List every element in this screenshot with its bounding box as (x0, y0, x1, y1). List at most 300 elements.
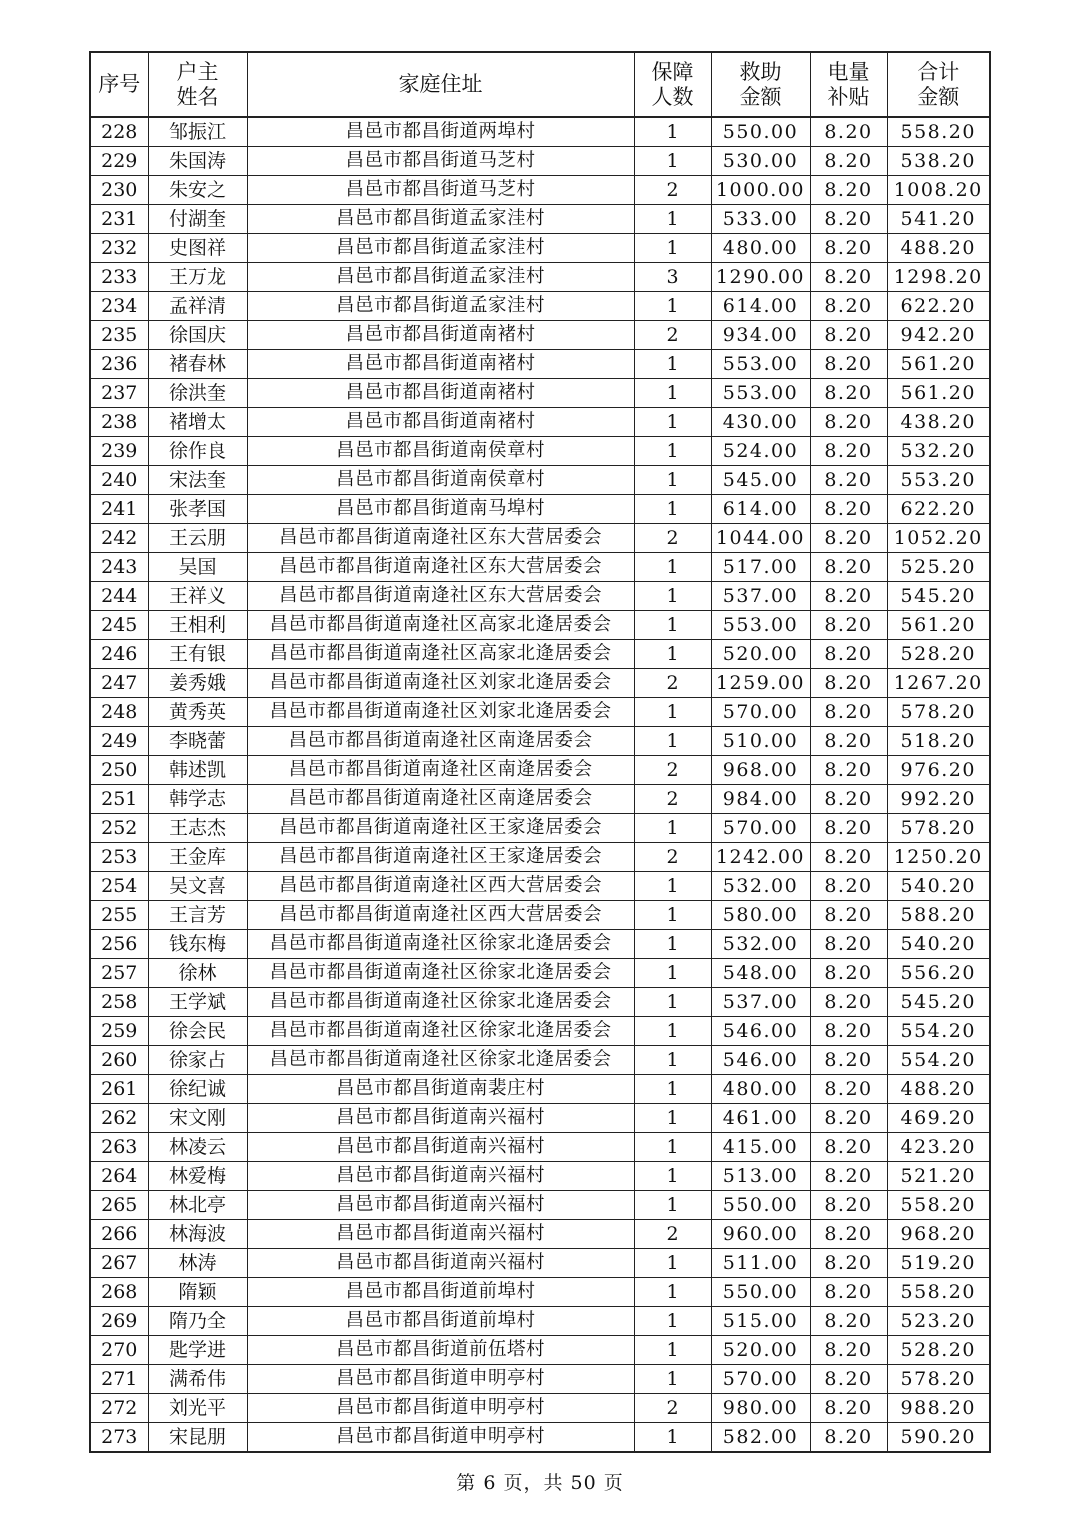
cell-seq: 273 (90, 1423, 148, 1453)
cell-name: 林爱梅 (148, 1162, 247, 1191)
cell-name: 史图祥 (148, 234, 247, 263)
header-power: 电量 补贴 (810, 52, 887, 117)
table-row (90, 176, 990, 205)
cell-name: 王祥义 (148, 582, 247, 611)
table-row (90, 234, 990, 263)
cell-power: 8.20 (810, 321, 887, 350)
cell-power: 8.20 (810, 495, 887, 524)
cell-people: 1 (634, 1423, 711, 1453)
cell-people: 1 (634, 205, 711, 234)
cell-seq: 230 (90, 176, 148, 205)
cell-aid: 614.00 (711, 495, 810, 524)
cell-name: 朱安之 (148, 176, 247, 205)
cell-name: 宋昆朋 (148, 1423, 247, 1453)
cell-total: 968.20 (887, 1220, 990, 1249)
table-row (90, 1017, 990, 1046)
cell-aid: 517.00 (711, 553, 810, 582)
cell-total: 988.20 (887, 1394, 990, 1423)
cell-address: 昌邑市都昌街道南逄社区高家北逄居委会 (247, 611, 634, 640)
cell-name: 林涛 (148, 1249, 247, 1278)
cell-seq: 251 (90, 785, 148, 814)
cell-total: 622.20 (887, 495, 990, 524)
cell-people: 1 (634, 553, 711, 582)
cell-aid: 570.00 (711, 698, 810, 727)
table-row (90, 930, 990, 959)
cell-total: 578.20 (887, 814, 990, 843)
cell-name: 吴国 (148, 553, 247, 582)
cell-power: 8.20 (810, 234, 887, 263)
cell-address: 昌邑市都昌街道前埠村 (247, 1307, 634, 1336)
cell-seq: 250 (90, 756, 148, 785)
cell-address: 昌邑市都昌街道南逄社区西大营居委会 (247, 872, 634, 901)
cell-seq: 237 (90, 379, 148, 408)
table-row (90, 959, 990, 988)
table-row (90, 117, 990, 147)
cell-total: 976.20 (887, 756, 990, 785)
cell-people: 1 (634, 698, 711, 727)
cell-name: 王学斌 (148, 988, 247, 1017)
cell-seq: 266 (90, 1220, 148, 1249)
cell-aid: 934.00 (711, 321, 810, 350)
cell-address: 昌邑市都昌街道南兴福村 (247, 1133, 634, 1162)
cell-address: 昌邑市都昌街道南逄社区刘家北逄居委会 (247, 698, 634, 727)
cell-people: 1 (634, 350, 711, 379)
cell-total: 523.20 (887, 1307, 990, 1336)
cell-seq: 246 (90, 640, 148, 669)
cell-power: 8.20 (810, 727, 887, 756)
cell-aid: 1000.00 (711, 176, 810, 205)
cell-aid: 570.00 (711, 814, 810, 843)
cell-aid: 553.00 (711, 350, 810, 379)
cell-people: 1 (634, 1046, 711, 1075)
cell-seq: 257 (90, 959, 148, 988)
cell-total: 540.20 (887, 872, 990, 901)
cell-aid: 480.00 (711, 234, 810, 263)
table-row (90, 872, 990, 901)
cell-address: 昌邑市都昌街道南逄社区南逄居委会 (247, 727, 634, 756)
cell-address: 昌邑市都昌街道孟家洼村 (247, 263, 634, 292)
cell-total: 488.20 (887, 1075, 990, 1104)
cell-seq: 232 (90, 234, 148, 263)
cell-address: 昌邑市都昌街道南马埠村 (247, 495, 634, 524)
cell-name: 徐作良 (148, 437, 247, 466)
cell-aid: 1242.00 (711, 843, 810, 872)
cell-name: 宋文刚 (148, 1104, 247, 1133)
table-row (90, 1075, 990, 1104)
cell-people: 1 (634, 814, 711, 843)
cell-power: 8.20 (810, 1162, 887, 1191)
cell-name: 邹振江 (148, 117, 247, 147)
cell-address: 昌邑市都昌街道申明亭村 (247, 1423, 634, 1453)
cell-name: 匙学进 (148, 1336, 247, 1365)
cell-address: 昌邑市都昌街道孟家洼村 (247, 292, 634, 321)
cell-seq: 236 (90, 350, 148, 379)
cell-power: 8.20 (810, 814, 887, 843)
cell-seq: 247 (90, 669, 148, 698)
cell-name: 徐纪诚 (148, 1075, 247, 1104)
cell-name: 林北亭 (148, 1191, 247, 1220)
cell-people: 1 (634, 988, 711, 1017)
cell-address: 昌邑市都昌街道南逄社区徐家北逄居委会 (247, 930, 634, 959)
cell-total: 528.20 (887, 1336, 990, 1365)
cell-seq: 253 (90, 843, 148, 872)
cell-power: 8.20 (810, 1394, 887, 1423)
header-people: 保障 人数 (634, 52, 711, 117)
cell-power: 8.20 (810, 930, 887, 959)
cell-power: 8.20 (810, 901, 887, 930)
cell-total: 541.20 (887, 205, 990, 234)
cell-people: 2 (634, 524, 711, 553)
cell-people: 2 (634, 785, 711, 814)
header-address: 家庭住址 (247, 52, 634, 117)
cell-seq: 238 (90, 408, 148, 437)
relief-table (89, 51, 991, 1453)
cell-people: 2 (634, 1220, 711, 1249)
table-row (90, 988, 990, 1017)
cell-name: 刘光平 (148, 1394, 247, 1423)
cell-aid: 532.00 (711, 872, 810, 901)
cell-people: 1 (634, 930, 711, 959)
table-row (90, 379, 990, 408)
cell-seq: 264 (90, 1162, 148, 1191)
cell-total: 558.20 (887, 117, 990, 147)
cell-name: 张孝国 (148, 495, 247, 524)
cell-people: 1 (634, 1249, 711, 1278)
cell-power: 8.20 (810, 524, 887, 553)
cell-seq: 255 (90, 901, 148, 930)
cell-seq: 265 (90, 1191, 148, 1220)
table-row (90, 466, 990, 495)
cell-name: 付湖奎 (148, 205, 247, 234)
cell-address: 昌邑市都昌街道南兴福村 (247, 1191, 634, 1220)
table-row (90, 292, 990, 321)
table-row (90, 205, 990, 234)
cell-power: 8.20 (810, 843, 887, 872)
table-row (90, 1423, 990, 1453)
cell-people: 2 (634, 756, 711, 785)
cell-people: 2 (634, 176, 711, 205)
cell-power: 8.20 (810, 698, 887, 727)
cell-people: 2 (634, 843, 711, 872)
cell-aid: 550.00 (711, 117, 810, 147)
cell-total: 540.20 (887, 930, 990, 959)
cell-total: 561.20 (887, 379, 990, 408)
cell-total: 554.20 (887, 1046, 990, 1075)
cell-seq: 258 (90, 988, 148, 1017)
cell-power: 8.20 (810, 553, 887, 582)
cell-address: 昌邑市都昌街道南逄社区徐家北逄居委会 (247, 1046, 634, 1075)
cell-name: 林凌云 (148, 1133, 247, 1162)
cell-total: 622.20 (887, 292, 990, 321)
cell-address: 昌邑市都昌街道前埠村 (247, 1278, 634, 1307)
cell-address: 昌邑市都昌街道南裴庄村 (247, 1075, 634, 1104)
cell-power: 8.20 (810, 176, 887, 205)
cell-aid: 553.00 (711, 379, 810, 408)
cell-aid: 537.00 (711, 582, 810, 611)
cell-power: 8.20 (810, 263, 887, 292)
cell-total: 545.20 (887, 582, 990, 611)
table-row (90, 1104, 990, 1133)
cell-seq: 231 (90, 205, 148, 234)
cell-power: 8.20 (810, 1104, 887, 1133)
cell-name: 徐国庆 (148, 321, 247, 350)
cell-seq: 259 (90, 1017, 148, 1046)
cell-aid: 570.00 (711, 1365, 810, 1394)
cell-aid: 532.00 (711, 930, 810, 959)
cell-people: 1 (634, 1336, 711, 1365)
cell-aid: 480.00 (711, 1075, 810, 1104)
cell-people: 1 (634, 292, 711, 321)
cell-people: 1 (634, 959, 711, 988)
table-row (90, 1307, 990, 1336)
table-row (90, 1191, 990, 1220)
cell-total: 525.20 (887, 553, 990, 582)
cell-total: 488.20 (887, 234, 990, 263)
table-row (90, 785, 990, 814)
cell-total: 469.20 (887, 1104, 990, 1133)
cell-total: 588.20 (887, 901, 990, 930)
cell-people: 1 (634, 872, 711, 901)
cell-power: 8.20 (810, 959, 887, 988)
cell-name: 姜秀娥 (148, 669, 247, 698)
cell-power: 8.20 (810, 756, 887, 785)
cell-seq: 261 (90, 1075, 148, 1104)
cell-seq: 234 (90, 292, 148, 321)
cell-seq: 233 (90, 263, 148, 292)
cell-seq: 263 (90, 1133, 148, 1162)
table-row (90, 263, 990, 292)
cell-power: 8.20 (810, 147, 887, 176)
cell-seq: 271 (90, 1365, 148, 1394)
cell-seq: 252 (90, 814, 148, 843)
cell-power: 8.20 (810, 437, 887, 466)
cell-address: 昌邑市都昌街道南侯章村 (247, 466, 634, 495)
table-row (90, 756, 990, 785)
table-row (90, 1162, 990, 1191)
cell-name: 褚增太 (148, 408, 247, 437)
cell-name: 满希伟 (148, 1365, 247, 1394)
cell-name: 王言芳 (148, 901, 247, 930)
cell-aid: 511.00 (711, 1249, 810, 1278)
cell-name: 徐林 (148, 959, 247, 988)
table-row (90, 1336, 990, 1365)
cell-name: 李晓蕾 (148, 727, 247, 756)
cell-address: 昌邑市都昌街道南逄社区东大营居委会 (247, 524, 634, 553)
cell-people: 2 (634, 669, 711, 698)
cell-people: 1 (634, 495, 711, 524)
table-row (90, 1133, 990, 1162)
cell-aid: 513.00 (711, 1162, 810, 1191)
cell-name: 吴文喜 (148, 872, 247, 901)
cell-seq: 240 (90, 466, 148, 495)
cell-power: 8.20 (810, 1017, 887, 1046)
cell-address: 昌邑市都昌街道申明亭村 (247, 1365, 634, 1394)
cell-name: 王相利 (148, 611, 247, 640)
cell-address: 昌邑市都昌街道南逄社区王家逄居委会 (247, 843, 634, 872)
cell-power: 8.20 (810, 1249, 887, 1278)
cell-seq: 260 (90, 1046, 148, 1075)
cell-address: 昌邑市都昌街道南逄社区东大营居委会 (247, 582, 634, 611)
cell-total: 1250.20 (887, 843, 990, 872)
cell-name: 林海波 (148, 1220, 247, 1249)
cell-aid: 545.00 (711, 466, 810, 495)
cell-total: 438.20 (887, 408, 990, 437)
cell-aid: 984.00 (711, 785, 810, 814)
cell-power: 8.20 (810, 785, 887, 814)
table-row (90, 611, 990, 640)
cell-name: 朱国涛 (148, 147, 247, 176)
table-row (90, 582, 990, 611)
cell-seq: 239 (90, 437, 148, 466)
cell-aid: 524.00 (711, 437, 810, 466)
cell-aid: 430.00 (711, 408, 810, 437)
cell-seq: 268 (90, 1278, 148, 1307)
cell-total: 528.20 (887, 640, 990, 669)
cell-people: 3 (634, 263, 711, 292)
cell-people: 1 (634, 1104, 711, 1133)
cell-aid: 515.00 (711, 1307, 810, 1336)
cell-name: 王万龙 (148, 263, 247, 292)
table-row (90, 640, 990, 669)
cell-people: 1 (634, 1075, 711, 1104)
cell-power: 8.20 (810, 1336, 887, 1365)
cell-address: 昌邑市都昌街道南逄社区徐家北逄居委会 (247, 1017, 634, 1046)
cell-aid: 415.00 (711, 1133, 810, 1162)
table-row (90, 669, 990, 698)
cell-address: 昌邑市都昌街道南褚村 (247, 408, 634, 437)
cell-name: 徐家占 (148, 1046, 247, 1075)
cell-aid: 520.00 (711, 640, 810, 669)
cell-seq: 270 (90, 1336, 148, 1365)
cell-address: 昌邑市都昌街道马芝村 (247, 176, 634, 205)
cell-seq: 267 (90, 1249, 148, 1278)
cell-address: 昌邑市都昌街道南兴福村 (247, 1220, 634, 1249)
cell-power: 8.20 (810, 1278, 887, 1307)
cell-people: 1 (634, 147, 711, 176)
cell-address: 昌邑市都昌街道南逄社区西大营居委会 (247, 901, 634, 930)
cell-address: 昌邑市都昌街道南逄社区南逄居委会 (247, 756, 634, 785)
cell-people: 1 (634, 379, 711, 408)
table-row (90, 1046, 990, 1075)
cell-power: 8.20 (810, 611, 887, 640)
cell-name: 隋乃全 (148, 1307, 247, 1336)
header-name: 户主 姓名 (148, 52, 247, 117)
cell-address: 昌邑市都昌街道南逄社区徐家北逄居委会 (247, 988, 634, 1017)
cell-total: 558.20 (887, 1278, 990, 1307)
table-row (90, 495, 990, 524)
cell-total: 519.20 (887, 1249, 990, 1278)
cell-power: 8.20 (810, 1046, 887, 1075)
cell-power: 8.20 (810, 872, 887, 901)
cell-power: 8.20 (810, 1075, 887, 1104)
cell-aid: 530.00 (711, 147, 810, 176)
cell-power: 8.20 (810, 640, 887, 669)
header-seq: 序号 (90, 52, 148, 117)
table-row (90, 408, 990, 437)
cell-address: 昌邑市都昌街道马芝村 (247, 147, 634, 176)
cell-seq: 235 (90, 321, 148, 350)
cell-total: 553.20 (887, 466, 990, 495)
cell-aid: 553.00 (711, 611, 810, 640)
table-row (90, 1220, 990, 1249)
cell-name: 褚春林 (148, 350, 247, 379)
table-row (90, 843, 990, 872)
cell-aid: 461.00 (711, 1104, 810, 1133)
table-row (90, 1394, 990, 1423)
table-row (90, 814, 990, 843)
table-row (90, 901, 990, 930)
cell-total: 558.20 (887, 1191, 990, 1220)
cell-aid: 520.00 (711, 1336, 810, 1365)
table-header (90, 52, 990, 117)
cell-address: 昌邑市都昌街道南兴福村 (247, 1162, 634, 1191)
cell-people: 1 (634, 1307, 711, 1336)
cell-total: 518.20 (887, 727, 990, 756)
table-body (90, 117, 990, 1452)
cell-address: 昌邑市都昌街道南逄社区东大营居委会 (247, 553, 634, 582)
cell-seq: 269 (90, 1307, 148, 1336)
cell-power: 8.20 (810, 582, 887, 611)
cell-aid: 550.00 (711, 1191, 810, 1220)
cell-address: 昌邑市都昌街道南逄社区徐家北逄居委会 (247, 959, 634, 988)
cell-seq: 244 (90, 582, 148, 611)
cell-total: 521.20 (887, 1162, 990, 1191)
cell-address: 昌邑市都昌街道南逄社区南逄居委会 (247, 785, 634, 814)
cell-total: 423.20 (887, 1133, 990, 1162)
table-row (90, 350, 990, 379)
cell-seq: 228 (90, 117, 148, 147)
cell-address: 昌邑市都昌街道南逄社区高家北逄居委会 (247, 640, 634, 669)
cell-people: 1 (634, 437, 711, 466)
cell-power: 8.20 (810, 350, 887, 379)
cell-seq: 248 (90, 698, 148, 727)
cell-seq: 256 (90, 930, 148, 959)
cell-people: 1 (634, 466, 711, 495)
cell-address: 昌邑市都昌街道南侯章村 (247, 437, 634, 466)
cell-total: 992.20 (887, 785, 990, 814)
cell-power: 8.20 (810, 205, 887, 234)
cell-name: 韩述凯 (148, 756, 247, 785)
cell-people: 1 (634, 611, 711, 640)
cell-seq: 249 (90, 727, 148, 756)
cell-power: 8.20 (810, 1365, 887, 1394)
cell-power: 8.20 (810, 1191, 887, 1220)
cell-name: 韩学志 (148, 785, 247, 814)
table-row (90, 1249, 990, 1278)
header-total: 合计 金额 (887, 52, 990, 117)
cell-aid: 546.00 (711, 1017, 810, 1046)
table-row (90, 727, 990, 756)
table-row (90, 147, 990, 176)
cell-name: 王有银 (148, 640, 247, 669)
cell-aid: 546.00 (711, 1046, 810, 1075)
cell-people: 1 (634, 1017, 711, 1046)
cell-address: 昌邑市都昌街道南褚村 (247, 321, 634, 350)
table-row (90, 698, 990, 727)
cell-total: 545.20 (887, 988, 990, 1017)
cell-aid: 980.00 (711, 1394, 810, 1423)
cell-power: 8.20 (810, 466, 887, 495)
cell-aid: 1259.00 (711, 669, 810, 698)
cell-name: 王志杰 (148, 814, 247, 843)
cell-seq: 272 (90, 1394, 148, 1423)
cell-total: 554.20 (887, 1017, 990, 1046)
cell-people: 1 (634, 901, 711, 930)
cell-power: 8.20 (810, 117, 887, 147)
cell-total: 538.20 (887, 147, 990, 176)
cell-people: 1 (634, 408, 711, 437)
cell-address: 昌邑市都昌街道南逄社区王家逄居委会 (247, 814, 634, 843)
